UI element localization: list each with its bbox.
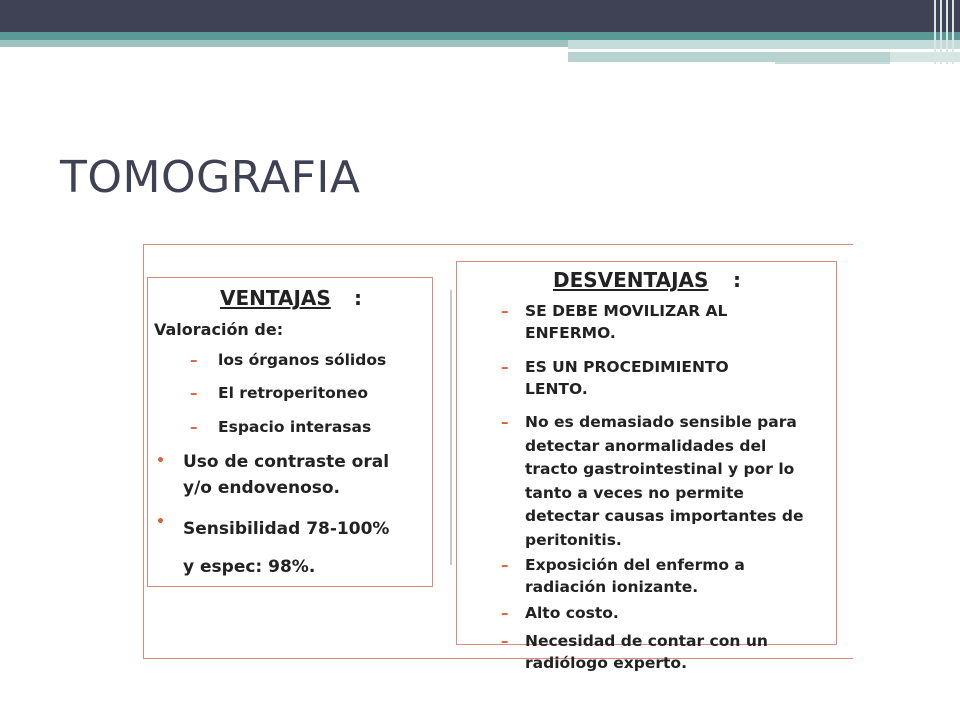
desventajas-item: – SE DEBE MOVILIZAR AL ENFERMO.: [501, 302, 728, 342]
desventajas-item-overflow-line: radiólogo experto.: [525, 654, 687, 672]
ventajas-box: [147, 277, 433, 587]
ventajas-sub-item: – los órganos sólidos: [190, 351, 387, 369]
ventajas-sub-item: – El retroperitoneo: [190, 384, 368, 402]
desventajas-heading-colon: :: [733, 268, 741, 292]
header-bar-teal: [0, 32, 960, 40]
header-vertical-stripes: [930, 0, 960, 64]
ventajas-heading: VENTAJAS: [220, 286, 331, 310]
bullet-marker: •: [156, 514, 165, 530]
header-bar-dark: [0, 0, 960, 32]
desventajas-item: – Necesidad de contar con un: [501, 632, 768, 650]
ventajas-sub-item: – Espacio interasas: [190, 418, 372, 436]
header-bar-light: [0, 40, 568, 47]
ventajas-heading-colon: :: [354, 286, 362, 310]
desventajas-item: – ES UN PROCEDIMIENTO LENTO.: [501, 358, 729, 398]
dash-marker: –: [501, 604, 509, 622]
header-bar-light-right: [568, 40, 960, 49]
desventajas-box: [456, 261, 837, 650]
ventajas-lead: Valoración de:: [154, 320, 284, 339]
header-thin-line: [775, 62, 890, 64]
desventajas-item: – No es demasiado sensible para detectar anormalidades del tracto gastrointestinal y por lo tanto a veces no permite detectar causas importantes de peritonitis.: [501, 413, 804, 549]
dash-marker: –: [501, 358, 509, 376]
bullet-marker: •: [156, 453, 165, 469]
dash-marker: –: [190, 384, 198, 402]
desventajas-item: – Exposición del enfermo a radiación ionizante.: [501, 556, 745, 596]
column-divider: [450, 290, 452, 565]
desventajas-item: – Alto costo.: [501, 604, 619, 622]
dash-marker: –: [190, 418, 198, 436]
slide-title: TOMOGRAFIA: [60, 152, 361, 203]
ventajas-bullet: Sensibilidad 78-100% y espec: 98%.: [183, 519, 390, 577]
ventajas-bullet: Uso de contraste oral y/o endovenoso.: [183, 452, 390, 498]
dash-marker: –: [501, 302, 509, 320]
dash-marker: –: [501, 413, 509, 431]
dash-marker: –: [501, 632, 509, 650]
desventajas-heading: DESVENTAJAS: [553, 268, 709, 292]
header-bar-light-lower: [568, 52, 890, 62]
dash-marker: –: [501, 556, 509, 574]
dash-marker: –: [190, 351, 198, 369]
